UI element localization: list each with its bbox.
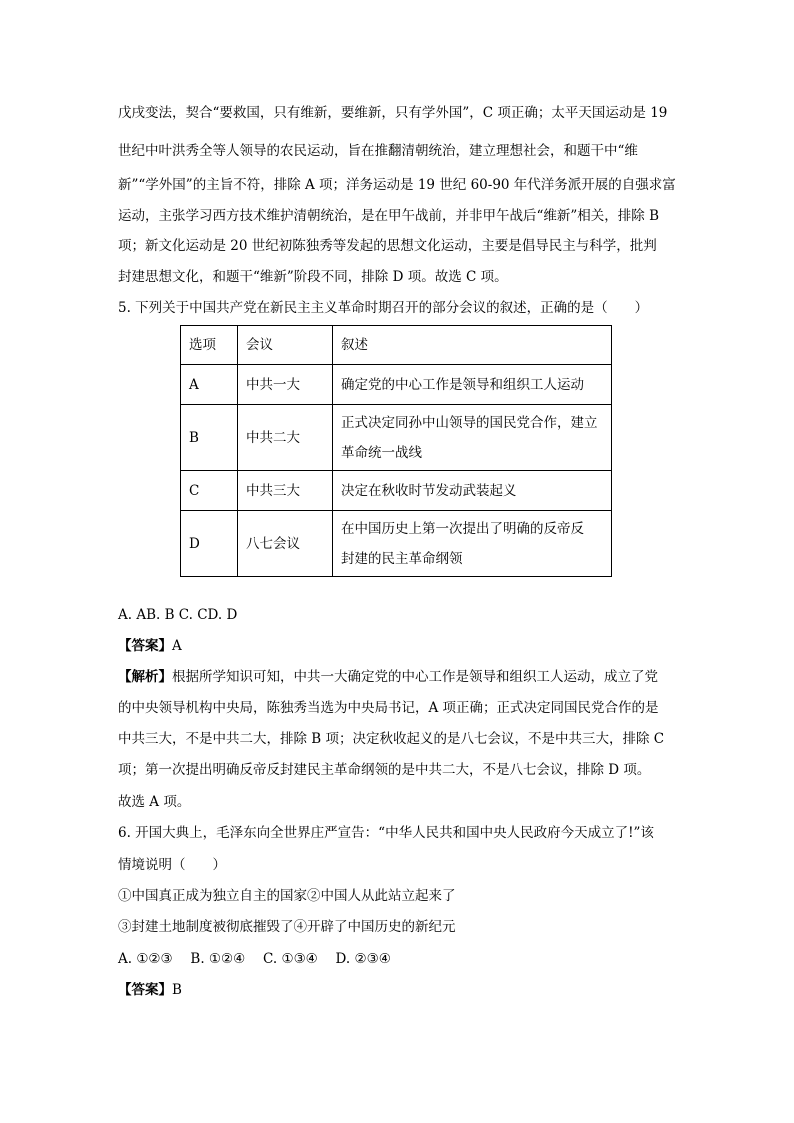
- analysis-line: 中共三大，不是中共二大，排除 B 项；决定秋收起义的是八七会议，不是中共三大，排除 C: [118, 731, 665, 747]
- desc-line: 正式决定同孙中山领导的国民党合作，建立: [341, 414, 598, 431]
- table-row: [181, 365, 612, 405]
- cell-option: D: [181, 511, 238, 577]
- text-line: 运动，主张学习西方技术维护清朝统治，是在甲午战前，并非甲午战后“维新”相关，排除 B: [118, 208, 660, 224]
- desc-line: 革命统一战线: [341, 444, 422, 461]
- text-line: 项；新文化运动是 20 世纪初陈独秀等发起的思想文化运动，主要是倡导民主与科学，批判: [118, 238, 657, 254]
- answer-value: B: [172, 982, 182, 998]
- analysis-line: 项；第一次提出明确反帝反封建民主革命纲领的是中共二大，不是八七会议，排除 D 项。: [118, 762, 651, 778]
- question-6-statement: ①中国真正成为独立自主的国家②中国人从此站立起来了: [118, 888, 456, 904]
- cell-description: [333, 471, 612, 511]
- text-line: 世纪中叶洪秀全等人领导的农民运动，旨在推翻清朝统治，建立理想社会，和题干中“维: [118, 143, 638, 159]
- header-cell-description: 叙述: [333, 326, 612, 365]
- header-cell-option: 选项: [181, 326, 238, 365]
- cell-meeting: 中共二大: [238, 405, 333, 471]
- table-row: [181, 471, 612, 511]
- table-row: [181, 511, 612, 577]
- cell-description: [333, 511, 612, 577]
- analysis-line: [118, 667, 658, 687]
- cell-meeting: 中共三大: [238, 471, 333, 511]
- desc-line: 确定党的中心工作是领导和组织工人运动: [341, 376, 584, 393]
- header-cell-meeting: 会议: [238, 326, 333, 365]
- cell-description: [333, 365, 612, 405]
- analysis-line: 故选 A 项。: [118, 794, 191, 810]
- stem-line: 6. 开国大典上，毛泽东向全世界庄严宣告：“中华人民共和国中央人民政府今天成立了!”该: [118, 825, 654, 841]
- analysis-label: 【解析】: [118, 669, 172, 685]
- question-5-stem: 5. 下列关于中国共产党在新民主主义革命时期召开的部分会议的叙述，正确的是（ ）: [118, 300, 649, 316]
- question-6-choices: A. ①②③ B. ①②④ C. ①③④ D. ②③④: [118, 951, 391, 967]
- cell-option: C: [181, 471, 238, 511]
- cell-option: B: [181, 405, 238, 471]
- analysis-line: 的中央领导机构中央局，陈独秀当选为中央局书记，A 项正确；正式决定同国民党合作的是: [118, 700, 659, 716]
- question-5-choices: A. AB. B C. CD. D: [118, 607, 238, 623]
- cell-meeting: 八七会议: [238, 511, 333, 577]
- text-line: 戊戌变法，契合“要救国，只有维新，要维新，只有学外国”，C 项正确；太平天国运动是 19: [118, 105, 668, 121]
- answer-label: 【答案】: [118, 638, 172, 654]
- cell-meeting: 中共一大: [238, 365, 333, 405]
- cell-description: [333, 405, 612, 471]
- cell-option: A: [181, 365, 238, 405]
- question-5-answer: [118, 636, 182, 656]
- table-header-row: [181, 326, 612, 365]
- analysis-text: 根据所学知识可知，中共一大确定党的中心工作是领导和组织工人运动，成立了党: [172, 669, 658, 685]
- table-row: [181, 405, 612, 471]
- question-6-answer: [118, 980, 182, 1000]
- desc-line: 封建的民主革命纲领: [341, 550, 463, 567]
- question-6-statement: ③封建土地制度被彻底摧毁了④开辟了中国历史的新纪元: [118, 919, 456, 935]
- answer-value: A: [172, 638, 182, 654]
- text-line: 封建思想文化，和题干“维新”阶段不同，排除 D 项。故选 C 项。: [118, 269, 508, 285]
- answer-label: 【答案】: [118, 982, 172, 998]
- desc-line: 决定在秋收时节发动武装起义: [341, 482, 517, 499]
- text-line: 新”“学外国”的主旨不符，排除 A 项；洋务运动是 19 世纪 60-90 年代洋务派开展的自强求富: [118, 177, 676, 193]
- desc-line: 在中国历史上第一次提出了明确的反帝反: [341, 520, 584, 537]
- stem-line: 情境说明（ ）: [118, 857, 226, 873]
- question-5-table: [180, 325, 612, 577]
